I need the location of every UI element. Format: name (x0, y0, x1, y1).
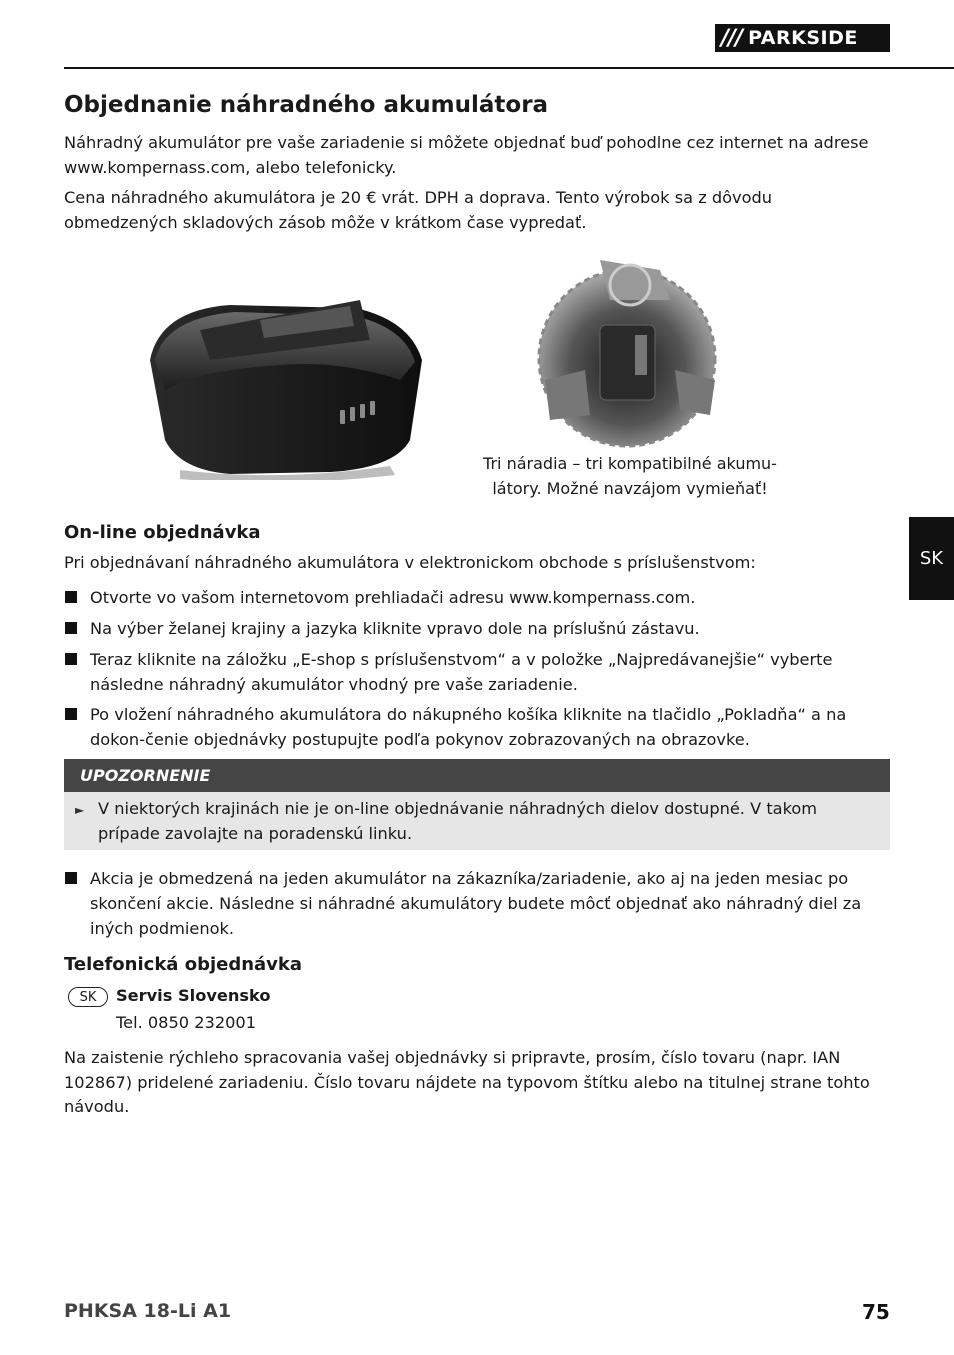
logo-slashes: /// (721, 25, 743, 51)
footer-model: PHKSA 18-Li A1 (64, 1300, 232, 1322)
notice-text: V niektorých krajinách nie je on-line objednávanie náhradných dielov dostupné. V takom prípade zavolajte na poradenskú linku. (98, 799, 818, 843)
bullet-square-icon (65, 622, 77, 634)
bullet-square-icon (65, 708, 77, 720)
closing-paragraph: Na zaistenie rýchleho spracovania vašej objednávky si pripravte, prosím, číslo tovaru (napr. IAN 102867) pridelené zariadeniu. Číslo tovaru nájdete na typovom štítku alebo na titulnej strane tohto návodu. (64, 1048, 870, 1116)
service-name: Servis Slovensko (116, 986, 271, 1005)
arrow-right-icon: ► (75, 803, 85, 817)
page-title: Objednanie náhradného akumulátora (64, 92, 549, 118)
notice-body (64, 792, 890, 850)
bullet-square-icon (65, 872, 77, 884)
list-item-text: Teraz kliknite na záložku „E-shop s príslušenstvom“ a v položke „Najpredávanejšie“ vyberte následne náhradný akumulátor vhodný pre vaše zariadenie. (90, 650, 833, 694)
phone-heading: Telefonická objednávka (64, 954, 303, 975)
country-badge: SK (68, 987, 108, 1007)
parkside-logo (715, 24, 890, 52)
three-tools-image (530, 240, 725, 452)
intro-paragraph-2: Cena náhradného akumulátora je 20 € vrát. DPH a doprava. Tento výrobok sa z dôvodu obmedzených skladových zásob môže v krátkom čase vypredať. (64, 188, 773, 232)
image-caption (480, 452, 780, 501)
bullet-square-icon (65, 591, 77, 603)
language-tab: SK (909, 517, 954, 600)
battery-pack-image (140, 290, 430, 480)
online-heading: On-line objednávka (64, 522, 261, 543)
page-number: 75 (862, 1300, 890, 1324)
caption-line-2: látory. Možné navzájom vymieňať! (492, 478, 768, 498)
intro-paragraph-1: Náhradný akumulátor pre vaše zariadenie si môžete objednať buď pohodlne cez internet na adrese www.kompernass.com, alebo telefonicky. (64, 133, 869, 177)
list-item-text: Po vložení náhradného akumulátora do nákupného košíka kliknite na tlačidlo „Pokladňa“ a na dokon-čenie objednávky postupujte podľa pokynov zobrazovaných na obrazovke. (90, 705, 847, 749)
list-item (64, 866, 890, 941)
logo-brand: PARKSIDE (748, 27, 858, 49)
list-item-text: Otvorte vo vašom internetovom prehliadači adresu www.kompernass.com. (90, 588, 696, 607)
caption-line-1: Tri náradia – tri kompatibilné akumu- (483, 454, 777, 473)
online-lead: Pri objednávaní náhradného akumulátora v elektronickom obchode s príslušenstvom: (64, 553, 756, 572)
list-item (64, 647, 890, 697)
list-item-text: Akcia je obmedzená na jeden akumulátor na zákazníka/zariadenie, ako aj na jeden mesiac po skončení akcie. Následne si náhradné akumulátory budete môcť objednať ako náhradný diel za iných podmienok. (90, 869, 862, 938)
list-item (64, 616, 890, 641)
list-item-text: Na výber želanej krajiny a jazyka kliknite vpravo dole na príslušnú zástavu. (90, 619, 700, 638)
notice-heading: UPOZORNENIE (64, 759, 890, 792)
list-item (64, 585, 890, 610)
header-rule (64, 67, 954, 69)
list-item (64, 702, 890, 752)
service-phone: Tel. 0850 232001 (116, 1013, 257, 1032)
bullet-square-icon (65, 653, 77, 665)
